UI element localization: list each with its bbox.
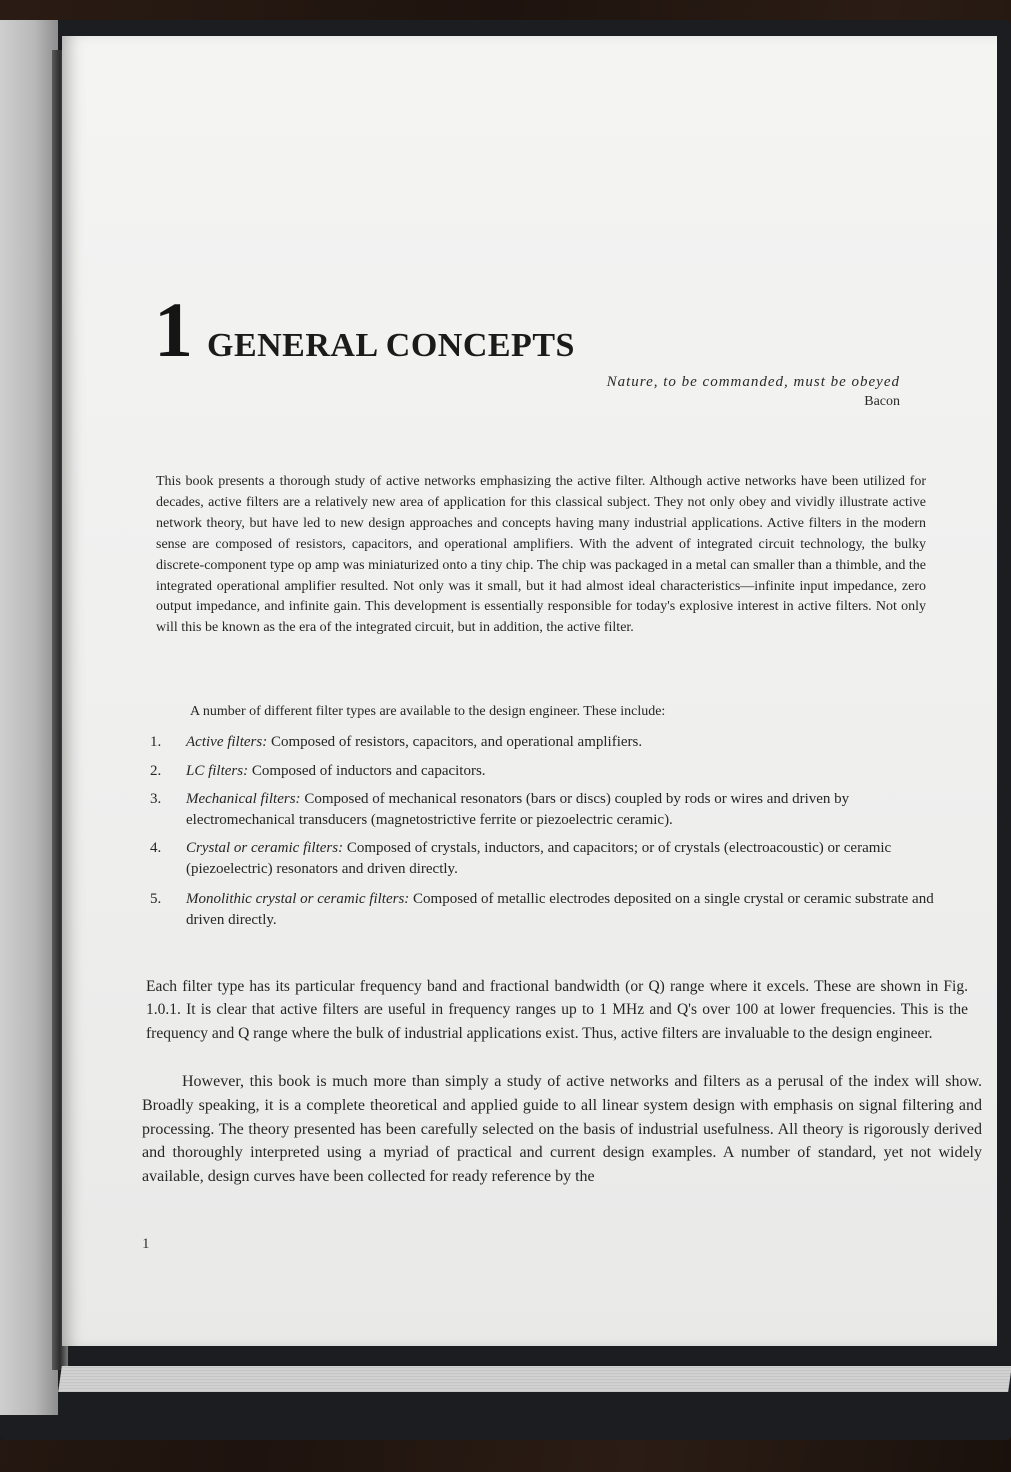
list-text: Composed of metallic electrodes deposited on a single crystal or ceramic substrate and driven directly. (186, 891, 934, 928)
list-number: 2. (150, 763, 162, 779)
chapter-number: 1 (154, 286, 193, 373)
list-item (150, 838, 958, 880)
filter-types-intro: A number of different filter types are available to the design engineer. These include: (190, 704, 666, 719)
intro-paragraph: This book presents a thorough study of active networks emphasizing the active filter. Although active networks have been utilized for decades, active filters are a relatively new area of application for this classical subject. They not only obey and vividly illustrate active network theory, but have led to new design approaches and concepts having many industrial applications. Active filters in the modern sense are composed of resistors, capacitors, and operational amplifiers. With the advent of integrated circuit technology, the bulky discrete-component type op amp was miniaturized onto a tiny chip. The chip was packaged in a metal can smaller than a thimble, and the integrated operational amplifier resulted. Not only was it small, but it had almost ideal characteristics—infinite input impedance, zero output impedance, and infinite gain. This development is essentially responsible for today's explosive interest in active filters. Not only will this be known as the era of the integrated circuit, but in addition, the active filter. (156, 474, 926, 636)
filter-types-list (150, 732, 958, 931)
page-stack-edges (58, 1366, 1011, 1392)
epigraph (607, 372, 900, 412)
list-number: 3. (150, 791, 162, 807)
list-term: Crystal or ceramic filters: (186, 840, 344, 856)
list-item (150, 732, 958, 753)
left-page-edge (0, 20, 58, 1415)
page-content (62, 36, 997, 1346)
chapter-heading (154, 286, 575, 373)
book-page (62, 36, 997, 1346)
epigraph-quote: Nature, to be commanded, must be obeyed (606, 374, 900, 390)
list-number: 1. (150, 734, 162, 750)
list-term: Mechanical filters: (186, 791, 301, 807)
list-item (150, 889, 958, 931)
list-text: Composed of crystals, inductors, and capacitors; or of crystals (electroacoustic) or ceramic (piezoelectric) resonators and driven directly. (186, 840, 892, 877)
list-number: 4. (150, 840, 162, 856)
list-term: Monolithic crystal or ceramic filters: (186, 891, 410, 907)
scope-paragraph: However, this book is much more than simply a study of active networks and filters as a perusal of the index will show. Broadly speaking, it is a complete theoretical and applied guide to all linear system design with emphasis on signal filtering and processing. The theory presented has been carefully selected on the basis of industrial usefulness. All theory is rigorously derived and thoroughly interpreted using a myriad of practical and current design examples. A number of standard, yet not widely available, design curves have been collected for ready reference by the (142, 1073, 982, 1186)
frequency-range-paragraph: Each filter type has its particular frequency band and fractional bandwidth (or Q) range where it excels. These are shown in Fig. 1.0.1. It is clear that active filters are useful in frequency ranges up to 1 MHz and Q's over 100 at lower frequencies. This is the frequency and Q range where the bulk of industrial applications exist. Thus, active filters are invaluable to the design engineer. (146, 978, 968, 1042)
list-term: Active filters: (186, 734, 268, 750)
list-item (150, 761, 958, 782)
list-term: LC filters: (186, 763, 249, 779)
list-text: Composed of mechanical resonators (bars or discs) coupled by rods or wires and driven by electromechanical transducers (magnetostrictive ferrite or piezoelectric ceramic). (186, 791, 850, 828)
list-text: Composed of inductors and capacitors. (248, 763, 486, 779)
page-number: 1 (142, 1236, 150, 1252)
list-item (150, 789, 958, 831)
list-text: Composed of resistors, capacitors, and operational amplifiers. (267, 734, 643, 750)
chapter-title: GENERAL CONCEPTS (207, 327, 575, 364)
epigraph-author: Bacon (864, 394, 900, 409)
list-number: 5. (150, 891, 162, 907)
